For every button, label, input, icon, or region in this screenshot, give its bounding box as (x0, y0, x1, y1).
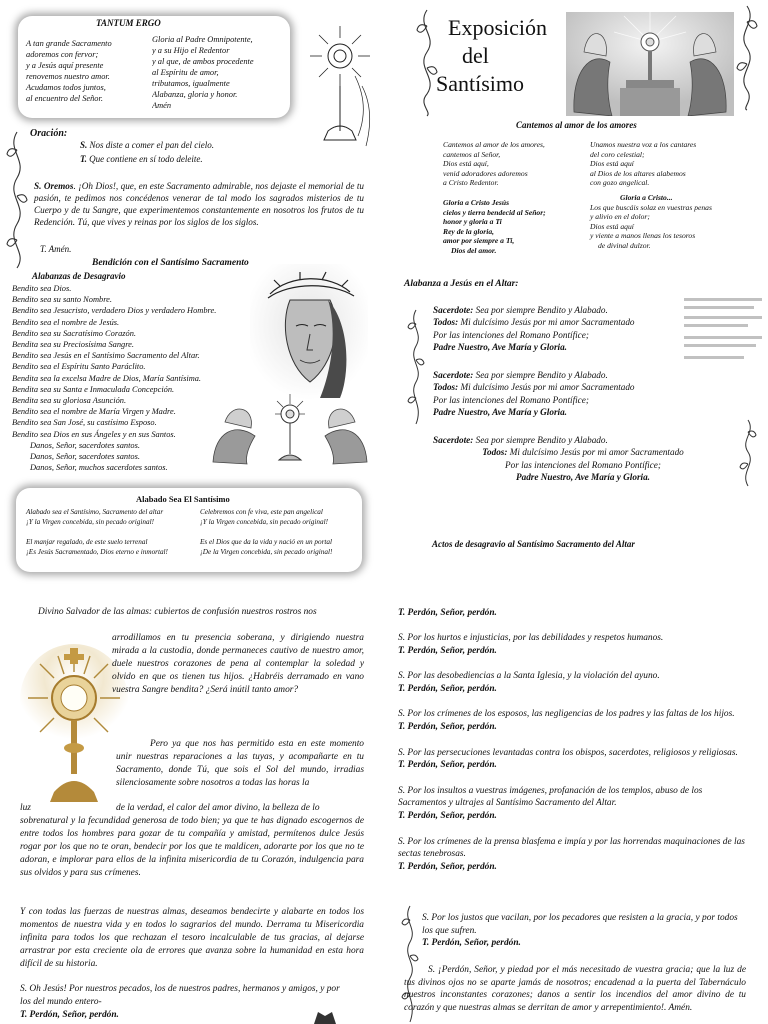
hymn-bold-line: Dios del amor. (451, 245, 497, 255)
hymn-line: de divinal dulzor. (598, 240, 651, 250)
hymn-right (590, 140, 760, 251)
perdon-item-text: S. Por las persecuciones levantadas contra los obispos, sacerdotes, religiosos y religiosas. (398, 747, 738, 758)
bendicion-line: Bendito sea San José, su castísimo Esposo. (12, 418, 157, 428)
hymn-line: Unamos nuestra voz a los cantares (590, 140, 697, 149)
hymn-line: Dios está aquí, (443, 159, 489, 169)
alabado-line: El manjar regalado, de este suelo terrenal (26, 538, 148, 547)
bendicion-line: Bendito sea Dios en sus Ángeles y en sus Santos. (12, 429, 176, 439)
tantum-ergo-col1 (26, 38, 154, 104)
hymn-bold-line: honor y gloria a Ti (443, 217, 502, 227)
ornament-topright-icon (734, 4, 760, 112)
intenciones-text: Por las intenciones del Romano Pontífice; (433, 394, 589, 405)
alabado-right (200, 508, 360, 557)
oracion-t-label: T. (80, 154, 87, 164)
perdon-response: T. Perdón, Señor, perdón. (398, 645, 497, 656)
bendicion-subtitle: Alabanzas de Desagravio (32, 271, 126, 281)
perdon-item-text: S. Por los insultos a vuestras imágenes, profanación de los templos, abuso de los Sacramentos y ultrajes al Santísimo Sacramento del Altar. (398, 785, 703, 809)
hymn-line: a Cristo Redentor. (443, 178, 499, 188)
tantum-line: Acudamos todos juntos, (26, 83, 106, 92)
hymn-left (443, 140, 593, 256)
oremos-label: S. Oremos (34, 181, 74, 191)
hymn-line: y alivio en el dolor; (590, 212, 650, 222)
perdon-response: T. Perdón, Señor, perdón. (398, 683, 497, 694)
exposicion-title (436, 14, 547, 98)
hymn-bold-line: amor por siempre a Ti, (443, 236, 515, 246)
ornament-alabanza-right-icon (738, 418, 758, 488)
hymn-bold-line: Gloria a Cristo Jesús (443, 197, 510, 207)
bendicion-line: Bendita sea su Santa e Inmaculada Concepción. (12, 384, 175, 394)
adoring-angels-image (566, 12, 734, 116)
alabado-line: Es el Dios que da la vida y nació en un portal (200, 538, 332, 547)
ornament-left-icon (4, 130, 30, 270)
hymn-line: Dios está aquí (590, 159, 634, 169)
divino-first-line: Divino Salvador de las almas: cubiertos de confusión nuestros rostros nos (38, 607, 317, 617)
padre-nuestro-text: Padre Nuestro, Ave María y Gloria. (433, 342, 567, 353)
perdon-item (398, 708, 748, 733)
divino-luz-word: luz (20, 803, 31, 813)
danos-line: Danos, Señor, sacerdotes santos. (30, 440, 140, 450)
bendicion-line: Bendito sea el Espíritu Santo Paráclito. (12, 362, 146, 372)
gloria-cristo-title: Gloria a Cristo... (620, 192, 673, 202)
alabanza-block-2 (433, 369, 733, 419)
oracion-s-line (80, 140, 214, 150)
bendicion-line: Bendito sea su Sacratísimo Corazón. (12, 328, 136, 338)
ornament-alabanza-icon (406, 308, 426, 426)
title-line-3: Santísimo (436, 71, 525, 96)
perdon-item-text: S. Por los crímenes de la prensa blasfema e impía y por las horrendas maquinaciones de las sectas tenebrosas. (398, 836, 745, 860)
padre-nuestro-text: Padre Nuestro, Ave María y Gloria. (433, 407, 567, 418)
padre-nuestro-text: Padre Nuestro, Ave María y Gloria. (516, 472, 650, 483)
perdon-response: T. Perdón, Señor, perdón. (398, 721, 497, 732)
bendicion-line: Bendita sea la excelsa Madre de Dios, María Santísima. (12, 373, 202, 383)
alabado-left (26, 508, 198, 557)
tantum-line: renovemos nuestro amor. (26, 72, 110, 81)
title-line-2: del (462, 43, 489, 68)
hymn-line: Los que buscáis solaz en vuestras penas (590, 202, 712, 212)
alabado-box (16, 488, 362, 572)
bendicion-line: Bendito sea el nombre de María Virgen y Madre. (12, 407, 176, 417)
oracion-t-text: Que contiene en sí todo deleite. (89, 154, 203, 164)
oracion-oremos (34, 180, 364, 228)
alabado-line: Celebremos con fe viva, este pan angelical (200, 508, 323, 516)
alabanza-title: Alabanza a Jesús en el Altar: (404, 279, 519, 289)
tantum-line: Gloria al Padre Omnipotente, (152, 35, 253, 44)
tantum-ergo-box (18, 16, 290, 118)
divino-luz-rest: de la verdad, el calor del amor divino, la belleza de lo (116, 803, 320, 813)
divino-cont: sobrenatural y la fecundidad generosa de todo bien; ya que te has dignado escogernos de entre todos los hombres para gozar de tu compañía y amistad, permítenos dulce Jesús rogar por los que no te oran, bendecir por los que te maldicen, adorarte por los que no te adoran, e implorar para ellos de la infinita misericordia de tu Corazón, indulgencia para sus olvidos y para sus crímenes. (20, 816, 364, 878)
tantum-line: y al que, de ambos procedente (152, 57, 254, 66)
sacerdote-text: Sea por siempre Bendito y Alabado. (475, 435, 608, 445)
alabanza-block-3 (430, 434, 736, 484)
tantum-line: adoremos con fervor; (26, 50, 99, 59)
sacerdote-label: Sacerdote: (433, 370, 474, 380)
hymn-line: Cantemos al amor de los amores, (443, 140, 545, 149)
oracion-s-label: S. (80, 140, 88, 150)
tantum-line: Alabanza, gloria y honor. (152, 90, 238, 99)
tantum-ergo-title: TANTUM ERGO (96, 18, 161, 28)
perdon-list (398, 632, 748, 886)
actos-title: Actos de desagravio al Santísimo Sacramento del Altar (432, 539, 635, 549)
perdon-response: T. Perdón, Señor, perdón. (422, 938, 521, 949)
tantum-line: al encuentro del Señor. (26, 94, 103, 103)
perdon-response: T. Perdón, Señor, perdón. (398, 810, 497, 821)
oracion-amen: T. Amén. (40, 244, 72, 254)
todos-text: Mi dulcísimo Jesús por mi amor Sacramentado (460, 317, 635, 328)
bendicion-line: Bendito sea Jesús en el Santísimo Sacramento del Altar. (12, 351, 200, 361)
todos-text: Mi dulcísimo Jesús por mi amor Sacramentado (460, 382, 635, 393)
bendicion-line: Bendita sea su Preciosísima Sangre. (12, 340, 134, 350)
bendicion-line: Bendito sea Jesucristo, verdadero Dios y verdadero Hombre. (12, 306, 217, 316)
hymn-bold-line: Rey de la gloria, (443, 226, 495, 236)
bendicion-line: Bendito sea su santo Nombre. (12, 295, 112, 305)
perdon-item-text: S. Por las desobediencias a la Santa Iglesia, y la violación del ayuno. (398, 671, 660, 682)
divino-wrap-2: Pero ya que nos has permitido esta en este momento unir nuestras reparaciones a las tuyas, y acompañarte en tu Sacramento, donde Tú, que sois el Sol del mundo, irradias silenciosamente sobre nosotros a todas las horas la (116, 739, 364, 788)
alabado-line: ¡Es Jesús Sacramentado, Dios eterno e inmortal! (26, 547, 168, 556)
perdon-item-justos (422, 912, 748, 950)
tantum-line: tributamos, igualmente (152, 79, 230, 88)
perdon-item (398, 836, 748, 874)
todos-text: Mi dulcísimo Jesús por mi amor Sacramentado (509, 447, 684, 458)
todos-label: Todos: (433, 317, 459, 328)
intenciones-text: Por las intenciones del Romano Pontífice; (433, 329, 589, 340)
sacerdote-text: Sea por siempre Bendito y Alabado. (475, 305, 608, 315)
hymn-line: al Dios de los altares alabemos (590, 168, 686, 178)
bendicion-line: Bendito sea el nombre de Jesús. (12, 317, 120, 327)
bendicion-title: Bendición con el Santísimo Sacramento (92, 258, 249, 268)
angels-monstrance-image (205, 392, 375, 468)
alabado-line: ¡Y la Virgen concebida, sin pecado original! (26, 517, 154, 526)
perdon-item (398, 632, 748, 657)
todos-label: Todos: (482, 447, 508, 458)
tantum-line: y a su Hijo el Redentor (152, 46, 230, 55)
intenciones-text: Por las intenciones del Romano Pontífice; (505, 459, 661, 470)
alabado-line: ¡De la Virgen concebida, sin pecado original! (200, 547, 333, 556)
tantum-line: al Espíritu de amor, (152, 68, 219, 77)
divino-para2: Y con todas las fuerzas de nuestras almas, deseamos bendecirte y alabarte en todos los momentos de nuestra vida y en todos lo sagrarios del mundo. Derrama tu Misericordia infinita para todos los que rechazan el tesoro incalculable de tus gracias, al dejarse arrastrar por esta creciente ola de errores que avanza sobre la humanidad en esta hora difícil de su historia. (20, 907, 364, 969)
divino-perdon: T. Perdón, Señor, perdón. (20, 1010, 119, 1020)
bendicion-line: Bendita sea su gloriosa Asunción. (12, 396, 127, 406)
hymn-line: venid adoradores adoremos (443, 168, 528, 178)
tantum-line: Amén (152, 101, 172, 110)
hymn-line: con gozo angelical. (590, 178, 650, 188)
hymn-line: cantemos al Señor, (443, 149, 501, 159)
perdon-item-text: S. Por los hurtos e injusticias, por las debilidades y respetos humanos. (398, 633, 664, 643)
perdon-item-text: S. Por los justos que vacilan, por los pecadores que resisten a la gracia, y por todos los que sufren. (422, 913, 738, 936)
hymn-line: y viente a manos llenas los tesoros (590, 231, 696, 241)
alabanza-block-1 (433, 304, 733, 354)
title-line-1: Exposición (448, 15, 547, 40)
hymn-line: del coro celestial; (590, 149, 645, 159)
perdon-item (398, 785, 748, 823)
oracion-t-line (80, 154, 203, 164)
hymn-bold-line: cielos y tierra bendecid al Señor; (443, 207, 546, 217)
todos-label: Todos: (433, 382, 459, 393)
perdon-last: S. ¡Perdón, Señor, y piedad por el más necesitado de vuestra gracia; que la luz de tus divinos ojos no se aparte jamás de nosotros; encadenad a la puerta del Tabernáculo nuestros inconstantes corazones; danos a sentir los incendios del amor divino de tu corazón y que nuestras almas se derritan de amor y arrepentimiento!. Amén. (404, 965, 746, 1013)
danos-line: Danos, Señor, muchos sacerdotes santos. (30, 463, 168, 473)
small-emblem-icon (312, 1008, 338, 1024)
tantum-ergo-col2 (152, 34, 292, 114)
divino-wrap-1: arrodillamos en tu presencia soberana, y dirigiendo nuestra mirada a la custodia, donde permaneces cautivo de nuestro amor, duele nuestros corazones de pena al contemplar la soledad y olvido en que os tienen tus hijos. ¿Habréis derramado en vano vuestra Sangre bendita? ¿Será inútil tanto amor? (112, 633, 364, 695)
oracion-title: Oración: (30, 128, 68, 139)
danos-line: Danos, Señor, sacerdotes santos. (30, 452, 140, 462)
oracion-s-text: Nos diste a comer el pan del cielo. (89, 140, 214, 150)
sacerdote-label: Sacerdote: (433, 435, 474, 445)
monstrance-sketch-icon (300, 16, 380, 156)
perdon-response: T. Perdón, Señor, perdón. (398, 760, 497, 771)
perdon-item (398, 670, 748, 695)
tantum-line: A tan grande Sacramento (26, 39, 112, 48)
christ-face-image (250, 264, 368, 400)
cantemos-title: Cantemos al amor de los amores (516, 120, 637, 130)
hymn-line: Dios está aquí (590, 221, 634, 231)
alabado-line: Alabado sea el Santísimo, Sacramento del altar (26, 508, 164, 516)
perdon-item-text: S. Por los crímenes de los esposos, las negligencias de los padres y las faltas de los hijos. (398, 709, 735, 720)
divino-para3: S. Oh Jesús! Por nuestros pecados, los de nuestros padres, hermanos y amigos, y por los del mundo entero- (20, 984, 340, 1007)
perdon-response: T. Perdón, Señor, perdón. (398, 861, 497, 872)
alabado-line: ¡Y la Virgen concebida, sin pecado original! (200, 517, 328, 526)
sacerdote-text: Sea por siempre Bendito y Alabado. (475, 370, 608, 380)
sacerdote-label: Sacerdote: (433, 305, 474, 315)
oremos-text: . ¡Oh Dios!, que, en este Sacramento admirable, nos dejaste el memorial de tu pasión, te pedimos nos concédenos venerar de tal modo los sagrados misterios de tu Cuerpo y de tu Sangre, que experimentemos constantemente en nosotros los frutos de tu Redención. Tú, que vives y reinas por los siglos de los siglos. (34, 181, 364, 227)
alabado-title: Alabado Sea El Santísimo (136, 494, 230, 504)
bendicion-line: Bendito sea Dios. (12, 284, 72, 293)
perdon-first: T. Perdón, Señor, perdón. (398, 608, 497, 618)
perdon-item (398, 747, 748, 772)
tantum-line: y a Jesús aquí presente (26, 61, 104, 70)
